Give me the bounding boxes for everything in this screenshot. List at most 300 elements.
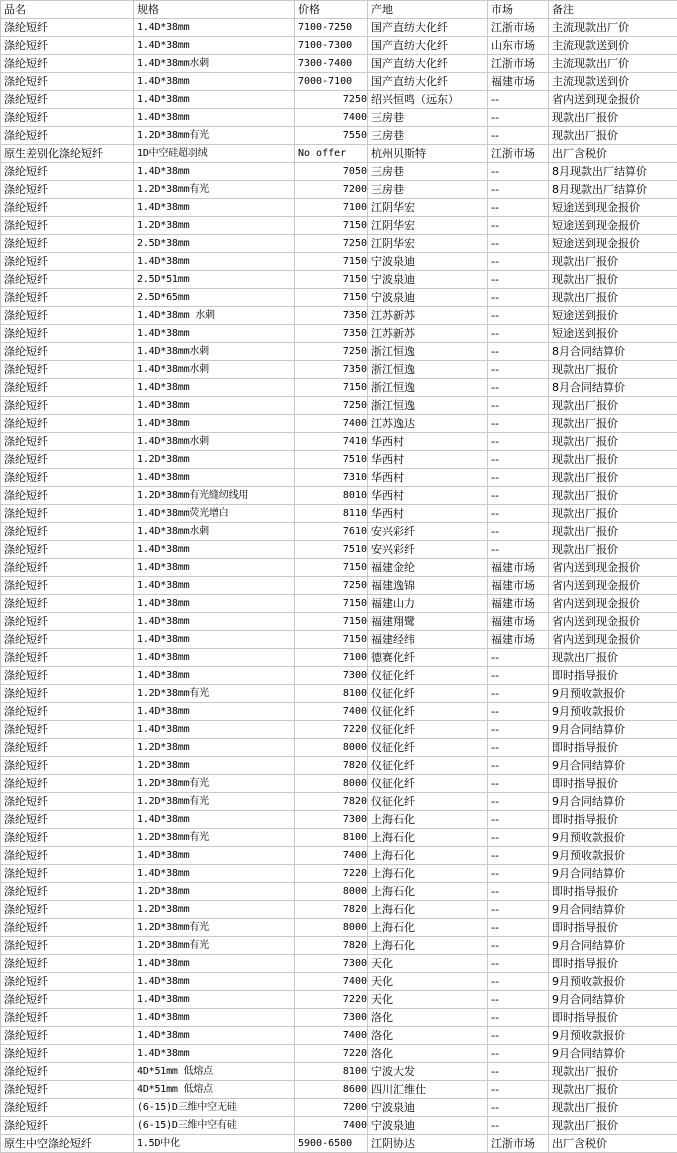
cell-price: 7400 xyxy=(295,109,368,127)
cell-spec: 1.4D*38mm xyxy=(134,991,295,1009)
cell-name: 涤纶短纤 xyxy=(1,559,134,577)
cell-origin: 浙江恒逸 xyxy=(368,343,488,361)
cell-name: 原生差别化涤纶短纤 xyxy=(1,145,134,163)
cell-spec: 1.4D*38mm xyxy=(134,37,295,55)
cell-origin: 安兴彩纤 xyxy=(368,523,488,541)
cell-origin: 国产直纺大化纤 xyxy=(368,73,488,91)
cell-note: 省内送到现金报价 xyxy=(549,595,677,613)
table-row xyxy=(1,901,677,919)
cell-price: 7150 xyxy=(295,559,368,577)
cell-spec: 1.2D*38mm有光 xyxy=(134,793,295,811)
cell-price: 7510 xyxy=(295,541,368,559)
cell-spec: 1.2D*38mm xyxy=(134,451,295,469)
table-row xyxy=(1,1117,677,1135)
cell-spec: (6-15)D三维中空无硅 xyxy=(134,1099,295,1117)
cell-market: -- xyxy=(488,253,549,271)
cell-note: 现款出厂报价 xyxy=(549,1081,677,1099)
cell-origin: 上海石化 xyxy=(368,919,488,937)
table-row xyxy=(1,163,677,181)
cell-note: 现款出厂报价 xyxy=(549,487,677,505)
cell-origin: 国产直纺大化纤 xyxy=(368,55,488,73)
cell-origin: 三房巷 xyxy=(368,163,488,181)
cell-origin: 宁波泉迪 xyxy=(368,271,488,289)
table-row xyxy=(1,487,677,505)
cell-market: -- xyxy=(488,469,549,487)
cell-market: -- xyxy=(488,919,549,937)
cell-name: 涤纶短纤 xyxy=(1,433,134,451)
cell-spec: 1.2D*38mm xyxy=(134,739,295,757)
cell-name: 涤纶短纤 xyxy=(1,793,134,811)
cell-origin: 德赛化纤 xyxy=(368,649,488,667)
cell-note: 9月预收款报价 xyxy=(549,973,677,991)
cell-price: 7150 xyxy=(295,613,368,631)
cell-spec: 1.4D*38mm xyxy=(134,847,295,865)
cell-market: 福建市场 xyxy=(488,73,549,91)
cell-price: 7300 xyxy=(295,1009,368,1027)
cell-name: 涤纶短纤 xyxy=(1,217,134,235)
cell-price: 7550 xyxy=(295,127,368,145)
cell-origin: 江苏新苏 xyxy=(368,307,488,325)
cell-price: 7250 xyxy=(295,397,368,415)
cell-note: 8月合同结算价 xyxy=(549,343,677,361)
cell-origin: 仪征化纤 xyxy=(368,685,488,703)
cell-name: 涤纶短纤 xyxy=(1,595,134,613)
cell-price: 7510 xyxy=(295,451,368,469)
cell-market: -- xyxy=(488,505,549,523)
cell-name: 涤纶短纤 xyxy=(1,649,134,667)
cell-market: -- xyxy=(488,523,549,541)
cell-origin: 绍兴恒鸣（远东） xyxy=(368,91,488,109)
cell-origin: 仪征化纤 xyxy=(368,793,488,811)
cell-note: 短途送到报价 xyxy=(549,325,677,343)
table-row xyxy=(1,1027,677,1045)
cell-note: 9月预收款报价 xyxy=(549,829,677,847)
header-cell-spec: 规格 xyxy=(134,1,295,19)
cell-name: 涤纶短纤 xyxy=(1,775,134,793)
cell-spec: 1.4D*38mm xyxy=(134,811,295,829)
table-row xyxy=(1,811,677,829)
cell-origin: 宁波泉迪 xyxy=(368,289,488,307)
table-row xyxy=(1,847,677,865)
cell-market: -- xyxy=(488,1027,549,1045)
cell-name: 涤纶短纤 xyxy=(1,1027,134,1045)
cell-spec: 1.4D*38mm水刺 xyxy=(134,523,295,541)
cell-note: 主流现款送到价 xyxy=(549,73,677,91)
cell-spec: 1.4D*38mm xyxy=(134,703,295,721)
cell-price: 7350 xyxy=(295,361,368,379)
table-row xyxy=(1,595,677,613)
cell-origin: 江阴协达 xyxy=(368,1135,488,1153)
cell-note: 现款出厂报价 xyxy=(549,271,677,289)
table-row xyxy=(1,577,677,595)
table-row xyxy=(1,631,677,649)
cell-note: 现款出厂报价 xyxy=(549,1117,677,1135)
cell-name: 涤纶短纤 xyxy=(1,811,134,829)
table-row xyxy=(1,1135,677,1153)
cell-origin: 华西村 xyxy=(368,469,488,487)
cell-spec: 1.4D*38mm xyxy=(134,1045,295,1063)
table-row xyxy=(1,793,677,811)
table-row xyxy=(1,505,677,523)
cell-spec: 4D*51mm 低熔点 xyxy=(134,1081,295,1099)
cell-price: 7820 xyxy=(295,937,368,955)
cell-market: -- xyxy=(488,1081,549,1099)
cell-origin: 福建金纶 xyxy=(368,559,488,577)
table-row xyxy=(1,955,677,973)
cell-spec: 1.2D*38mm xyxy=(134,757,295,775)
table-row xyxy=(1,235,677,253)
cell-market: -- xyxy=(488,91,549,109)
cell-name: 涤纶短纤 xyxy=(1,1045,134,1063)
cell-spec: 2.5D*38mm xyxy=(134,235,295,253)
table-row xyxy=(1,19,677,37)
table-row xyxy=(1,703,677,721)
cell-price: 7400 xyxy=(295,703,368,721)
cell-market: -- xyxy=(488,883,549,901)
cell-note: 短途送到现金报价 xyxy=(549,217,677,235)
table-row xyxy=(1,613,677,631)
cell-price: 7310 xyxy=(295,469,368,487)
cell-note: 现款出厂报价 xyxy=(549,361,677,379)
cell-price: 7100 xyxy=(295,649,368,667)
cell-spec: 1.4D*38mm xyxy=(134,631,295,649)
table-row xyxy=(1,1081,677,1099)
cell-spec: 1.2D*38mm有光 xyxy=(134,829,295,847)
cell-spec: 1.4D*38mm xyxy=(134,199,295,217)
table-row xyxy=(1,757,677,775)
cell-origin: 天化 xyxy=(368,973,488,991)
cell-note: 现款出厂报价 xyxy=(549,1099,677,1117)
cell-name: 涤纶短纤 xyxy=(1,955,134,973)
cell-market: -- xyxy=(488,649,549,667)
cell-name: 涤纶短纤 xyxy=(1,289,134,307)
cell-note: 现款出厂报价 xyxy=(549,127,677,145)
cell-spec: 1.4D*38mm xyxy=(134,73,295,91)
cell-name: 涤纶短纤 xyxy=(1,325,134,343)
cell-spec: 1.2D*38mm xyxy=(134,217,295,235)
table-row xyxy=(1,127,677,145)
cell-market: -- xyxy=(488,343,549,361)
cell-price: 7220 xyxy=(295,865,368,883)
cell-price: 7150 xyxy=(295,217,368,235)
cell-name: 涤纶短纤 xyxy=(1,631,134,649)
cell-name: 涤纶短纤 xyxy=(1,397,134,415)
table-row xyxy=(1,415,677,433)
cell-spec: 1.4D*38mm水刺 xyxy=(134,361,295,379)
cell-market: -- xyxy=(488,955,549,973)
cell-market: -- xyxy=(488,811,549,829)
table-row xyxy=(1,397,677,415)
cell-market: -- xyxy=(488,163,549,181)
table-row xyxy=(1,775,677,793)
cell-price: 7300-7400 xyxy=(295,55,368,73)
cell-spec: 1.4D*38mm xyxy=(134,397,295,415)
cell-origin: 上海石化 xyxy=(368,847,488,865)
cell-price: 7150 xyxy=(295,379,368,397)
cell-market: 江浙市场 xyxy=(488,19,549,37)
cell-note: 即时指导报价 xyxy=(549,955,677,973)
cell-spec: 1.4D*38mm xyxy=(134,325,295,343)
cell-origin: 四川汇维仕 xyxy=(368,1081,488,1099)
cell-name: 涤纶短纤 xyxy=(1,55,134,73)
cell-origin: 江苏逸达 xyxy=(368,415,488,433)
cell-spec: 1.2D*38mm有光 xyxy=(134,685,295,703)
cell-price: 8000 xyxy=(295,775,368,793)
cell-origin: 洛化 xyxy=(368,1045,488,1063)
table-row xyxy=(1,1009,677,1027)
header-row xyxy=(1,1,677,19)
cell-market: -- xyxy=(488,775,549,793)
cell-note: 即时指导报价 xyxy=(549,811,677,829)
cell-market: -- xyxy=(488,1063,549,1081)
cell-name: 涤纶短纤 xyxy=(1,235,134,253)
cell-market: 山东市场 xyxy=(488,37,549,55)
table-row xyxy=(1,721,677,739)
cell-origin: 三房巷 xyxy=(368,181,488,199)
cell-spec: 1.4D*38mm xyxy=(134,595,295,613)
cell-price: 7150 xyxy=(295,289,368,307)
cell-note: 8月现款出厂结算价 xyxy=(549,163,677,181)
table-row xyxy=(1,109,677,127)
cell-name: 涤纶短纤 xyxy=(1,253,134,271)
cell-name: 涤纶短纤 xyxy=(1,1099,134,1117)
cell-name: 涤纶短纤 xyxy=(1,883,134,901)
cell-spec: 1.4D*38mm xyxy=(134,1027,295,1045)
cell-note: 现款出厂报价 xyxy=(549,469,677,487)
cell-market: -- xyxy=(488,109,549,127)
cell-spec: 2.5D*65mm xyxy=(134,289,295,307)
cell-price: 7150 xyxy=(295,271,368,289)
cell-price: 7400 xyxy=(295,847,368,865)
cell-price: No offer xyxy=(295,145,368,163)
cell-price: 7250 xyxy=(295,343,368,361)
cell-note: 9月预收款报价 xyxy=(549,703,677,721)
cell-price: 7610 xyxy=(295,523,368,541)
cell-spec: 1.4D*38mm xyxy=(134,109,295,127)
cell-price: 7250 xyxy=(295,235,368,253)
table-row xyxy=(1,289,677,307)
cell-name: 涤纶短纤 xyxy=(1,91,134,109)
cell-name: 涤纶短纤 xyxy=(1,721,134,739)
table-row xyxy=(1,649,677,667)
cell-price: 7400 xyxy=(295,973,368,991)
cell-spec: 4D*51mm 低熔点 xyxy=(134,1063,295,1081)
cell-origin: 浙江恒逸 xyxy=(368,379,488,397)
table-row xyxy=(1,739,677,757)
cell-spec: (6-15)D三维中空有硅 xyxy=(134,1117,295,1135)
cell-origin: 宁波泉迪 xyxy=(368,1117,488,1135)
table-row xyxy=(1,73,677,91)
cell-name: 涤纶短纤 xyxy=(1,109,134,127)
cell-price: 8100 xyxy=(295,829,368,847)
cell-price: 8010 xyxy=(295,487,368,505)
cell-spec: 1.4D*38mm xyxy=(134,973,295,991)
cell-price: 7100 xyxy=(295,199,368,217)
table-row xyxy=(1,973,677,991)
cell-price: 8600 xyxy=(295,1081,368,1099)
cell-name: 涤纶短纤 xyxy=(1,577,134,595)
cell-note: 9月合同结算价 xyxy=(549,1045,677,1063)
cell-name: 涤纶短纤 xyxy=(1,1063,134,1081)
cell-market: -- xyxy=(488,703,549,721)
header-cell-note: 备注 xyxy=(549,1,677,19)
cell-note: 现款出厂报价 xyxy=(549,397,677,415)
cell-note: 现款出厂报价 xyxy=(549,505,677,523)
cell-market: -- xyxy=(488,487,549,505)
cell-name: 涤纶短纤 xyxy=(1,685,134,703)
cell-name: 涤纶短纤 xyxy=(1,937,134,955)
cell-note: 现款出厂报价 xyxy=(549,109,677,127)
cell-price: 5900-6500 xyxy=(295,1135,368,1153)
cell-name: 涤纶短纤 xyxy=(1,703,134,721)
cell-spec: 1D中空硅超羽绒 xyxy=(134,145,295,163)
cell-market: -- xyxy=(488,1099,549,1117)
cell-price: 7350 xyxy=(295,325,368,343)
table-row xyxy=(1,55,677,73)
cell-note: 现款出厂报价 xyxy=(549,433,677,451)
cell-market: 福建市场 xyxy=(488,577,549,595)
cell-name: 涤纶短纤 xyxy=(1,505,134,523)
cell-price: 7300 xyxy=(295,811,368,829)
cell-note: 短途送到现金报价 xyxy=(549,235,677,253)
cell-market: -- xyxy=(488,973,549,991)
cell-price: 7350 xyxy=(295,307,368,325)
cell-spec: 1.4D*38mm xyxy=(134,955,295,973)
cell-spec: 1.4D*38mm xyxy=(134,649,295,667)
cell-market: -- xyxy=(488,235,549,253)
cell-name: 涤纶短纤 xyxy=(1,541,134,559)
cell-origin: 浙江恒逸 xyxy=(368,397,488,415)
header-cell-origin: 产地 xyxy=(368,1,488,19)
cell-price: 8000 xyxy=(295,739,368,757)
cell-origin: 上海石化 xyxy=(368,865,488,883)
cell-name: 涤纶短纤 xyxy=(1,667,134,685)
cell-note: 9月合同结算价 xyxy=(549,901,677,919)
cell-market: -- xyxy=(488,1117,549,1135)
cell-note: 现款出厂报价 xyxy=(549,451,677,469)
cell-origin: 仪征化纤 xyxy=(368,739,488,757)
cell-note: 现款出厂报价 xyxy=(549,1063,677,1081)
cell-name: 涤纶短纤 xyxy=(1,865,134,883)
cell-spec: 1.4D*38mm荧光增白 xyxy=(134,505,295,523)
cell-note: 9月合同结算价 xyxy=(549,937,677,955)
cell-market: -- xyxy=(488,433,549,451)
cell-origin: 华西村 xyxy=(368,451,488,469)
cell-price: 8000 xyxy=(295,883,368,901)
cell-price: 7220 xyxy=(295,721,368,739)
cell-price: 7200 xyxy=(295,1099,368,1117)
cell-price: 7100-7250 xyxy=(295,19,368,37)
cell-price: 8110 xyxy=(295,505,368,523)
table-body xyxy=(1,1,677,1153)
cell-spec: 1.4D*38mm 水刺 xyxy=(134,307,295,325)
cell-price: 8100 xyxy=(295,685,368,703)
cell-price: 7300 xyxy=(295,955,368,973)
table-row xyxy=(1,685,677,703)
cell-market: -- xyxy=(488,685,549,703)
cell-market: 江浙市场 xyxy=(488,55,549,73)
cell-price: 7300 xyxy=(295,667,368,685)
cell-origin: 江苏新苏 xyxy=(368,325,488,343)
cell-price: 7200 xyxy=(295,181,368,199)
cell-name: 涤纶短纤 xyxy=(1,613,134,631)
cell-note: 即时指导报价 xyxy=(549,919,677,937)
cell-note: 出厂含税价 xyxy=(549,145,677,163)
cell-name: 涤纶短纤 xyxy=(1,973,134,991)
cell-name: 涤纶短纤 xyxy=(1,37,134,55)
cell-market: -- xyxy=(488,991,549,1009)
table-row xyxy=(1,37,677,55)
cell-name: 涤纶短纤 xyxy=(1,343,134,361)
cell-note: 9月合同结算价 xyxy=(549,793,677,811)
cell-origin: 上海石化 xyxy=(368,883,488,901)
cell-name: 涤纶短纤 xyxy=(1,1009,134,1027)
cell-price: 7400 xyxy=(295,1117,368,1135)
table-row xyxy=(1,253,677,271)
cell-note: 主流现款出厂价 xyxy=(549,55,677,73)
cell-market: -- xyxy=(488,217,549,235)
cell-name: 涤纶短纤 xyxy=(1,757,134,775)
cell-note: 出厂含税价 xyxy=(549,1135,677,1153)
cell-origin: 国产直纺大化纤 xyxy=(368,37,488,55)
cell-name: 涤纶短纤 xyxy=(1,991,134,1009)
cell-note: 8月现款出厂结算价 xyxy=(549,181,677,199)
table-row xyxy=(1,451,677,469)
cell-spec: 1.4D*38mm xyxy=(134,865,295,883)
cell-spec: 2.5D*51mm xyxy=(134,271,295,289)
header-cell-price: 价格 xyxy=(295,1,368,19)
cell-note: 省内送到现金报价 xyxy=(549,577,677,595)
cell-market: -- xyxy=(488,379,549,397)
cell-note: 省内送到现金报价 xyxy=(549,631,677,649)
table-row xyxy=(1,541,677,559)
cell-origin: 三房巷 xyxy=(368,109,488,127)
cell-origin: 福建翔鹭 xyxy=(368,613,488,631)
cell-market: -- xyxy=(488,415,549,433)
cell-market: -- xyxy=(488,667,549,685)
cell-name: 涤纶短纤 xyxy=(1,163,134,181)
cell-note: 9月合同结算价 xyxy=(549,757,677,775)
cell-note: 现款出厂报价 xyxy=(549,649,677,667)
cell-spec: 1.2D*38mm有光 xyxy=(134,775,295,793)
cell-spec: 1.4D*38mm xyxy=(134,559,295,577)
cell-origin: 仪征化纤 xyxy=(368,775,488,793)
table-row xyxy=(1,937,677,955)
cell-spec: 1.4D*38mm xyxy=(134,469,295,487)
cell-market: -- xyxy=(488,865,549,883)
cell-origin: 福建经纬 xyxy=(368,631,488,649)
cell-spec: 1.4D*38mm xyxy=(134,667,295,685)
table-row xyxy=(1,433,677,451)
table-row xyxy=(1,271,677,289)
cell-price: 8100 xyxy=(295,1063,368,1081)
cell-note: 即时指导报价 xyxy=(549,667,677,685)
cell-market: -- xyxy=(488,541,549,559)
cell-origin: 国产直纺大化纤 xyxy=(368,19,488,37)
table-row xyxy=(1,523,677,541)
cell-note: 省内送到现金报价 xyxy=(549,613,677,631)
cell-spec: 1.4D*38mm xyxy=(134,163,295,181)
table-row xyxy=(1,469,677,487)
cell-origin: 江阴华宏 xyxy=(368,199,488,217)
cell-spec: 1.2D*38mm xyxy=(134,883,295,901)
cell-price: 7820 xyxy=(295,901,368,919)
cell-market: 江浙市场 xyxy=(488,1135,549,1153)
cell-origin: 仪征化纤 xyxy=(368,757,488,775)
cell-note: 短途送到报价 xyxy=(549,307,677,325)
table-row xyxy=(1,1045,677,1063)
table-row xyxy=(1,829,677,847)
